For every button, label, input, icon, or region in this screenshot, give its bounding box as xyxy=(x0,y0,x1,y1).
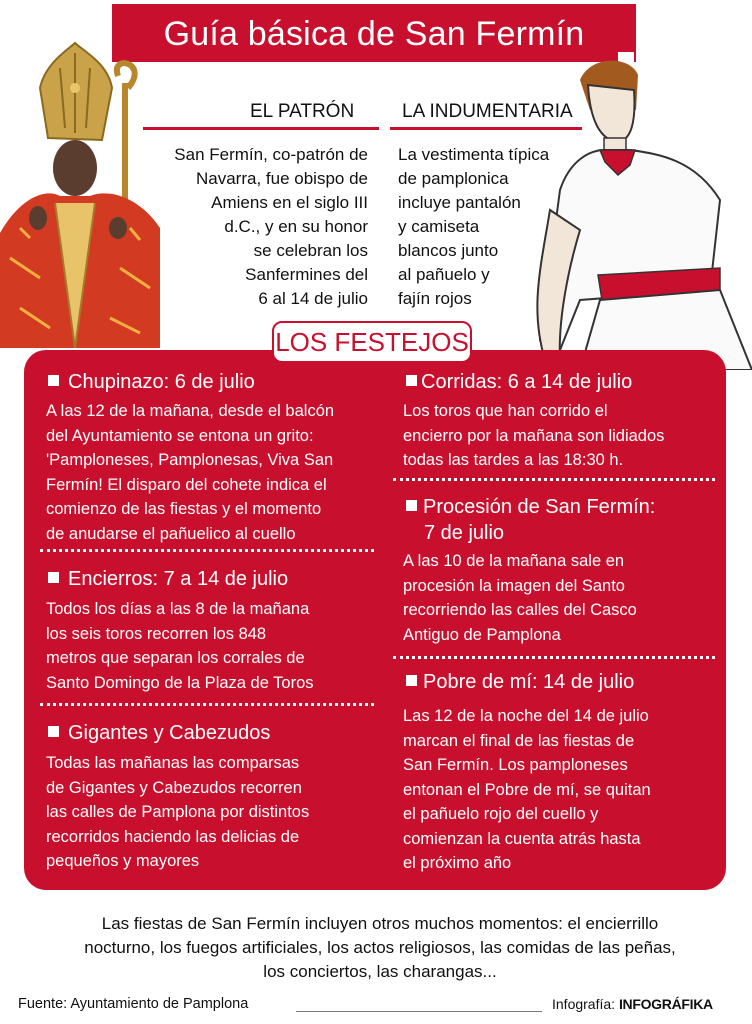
dotted-divider xyxy=(393,478,715,481)
dotted-divider xyxy=(40,703,374,706)
footer-note: Las fiestas de San Fermín incluyen otros muchos momentos: el encierrillo nocturno, los fuegos artificiales, los actos religiosos, las comidas de las peñas, los conciertos, las charangas... xyxy=(84,914,676,981)
source-rule xyxy=(296,1011,542,1012)
patron-rule xyxy=(143,127,379,130)
source-credit: Fuente: Ayuntamiento de Pamplona xyxy=(18,996,249,1012)
procesion-heading: Procesión de San Fermín: 7 de julio xyxy=(406,494,655,546)
san-fermin-statue-illustration xyxy=(0,28,160,348)
bullet-square-icon xyxy=(48,572,59,583)
bullet-square-icon xyxy=(406,375,417,386)
bullet-square-icon xyxy=(406,675,417,686)
bullet-square-icon xyxy=(48,375,59,386)
indumentaria-text: La vestimenta típica de pamplonica incluye pantalón y camiseta blancos junto al pañuelo y fajín rojos xyxy=(398,145,550,308)
encierros-heading: Encierros: 7 a 14 de julio xyxy=(48,566,288,592)
dotted-divider xyxy=(40,549,374,552)
indumentaria-heading: LA INDUMENTARIA xyxy=(402,101,573,122)
chupinazo-text: A las 12 de la mañana, desde el balcón del Ayuntamiento se entona un grito: 'Pamploneses, Pamplonesas, Viva San Fermín! El disparo del cohete indica el comienzo de las fiestas y el momento de anudarse el pañuelico al cuello xyxy=(46,402,335,543)
corridas-text: Los toros que han corrido el encierro por la mañana son lidiados todas las tardes a las 18:30 h. xyxy=(403,402,665,469)
gigantes-heading: Gigantes y Cabezudos xyxy=(48,720,270,746)
patron-heading: EL PATRÓN xyxy=(250,101,355,122)
pobre-de-mi-text: Las 12 de la noche del 14 de julio marcan el final de las fiestas de San Fermín. Los pamploneses entonan el Pobre de mí, se quitan el pañuelo rojo del cuello y comienzan la cuenta atrás hasta el próximo año xyxy=(403,707,651,872)
pobre-de-mi-heading: Pobre de mí: 14 de julio xyxy=(406,669,634,695)
chupinazo-heading: Chupinazo: 6 de julio xyxy=(48,369,255,395)
procesion-text: A las 10 de la mañana sale en procesión la imagen del Santo recorriendo las calles del Casco Antiguo de Pamplona xyxy=(403,552,637,644)
indumentaria-rule xyxy=(390,127,582,130)
page-title: Guía básica de San Fermín xyxy=(163,15,585,53)
gigantes-text: Todas las mañanas las comparsas de Gigantes y Cabezudos recorren las calles de Pamplona por distintos recorridos haciendo las delicias de pequeños y mayores xyxy=(46,754,310,870)
bullet-square-icon xyxy=(406,500,417,511)
festejos-label: LOS FESTEJOS xyxy=(272,321,472,363)
corridas-heading: Corridas: 6 a 14 de julio xyxy=(406,369,632,395)
dotted-divider xyxy=(393,656,715,659)
encierros-text: Todos los días a las 8 de la mañana los seis toros recorren los 848 metros que separan los corrales de Santo Domingo de la Plaza de Toros xyxy=(46,600,314,692)
patron-text: San Fermín, co-patrón de Navarra, fue obispo de Amiens en el siglo III d.C., y en su honor se celebran los Sanfermines del 6 al 14 de julio xyxy=(174,145,368,308)
infographic-credit: Infografía: INFOGRÁFIKA xyxy=(552,996,713,1012)
bullet-square-icon xyxy=(48,726,59,737)
